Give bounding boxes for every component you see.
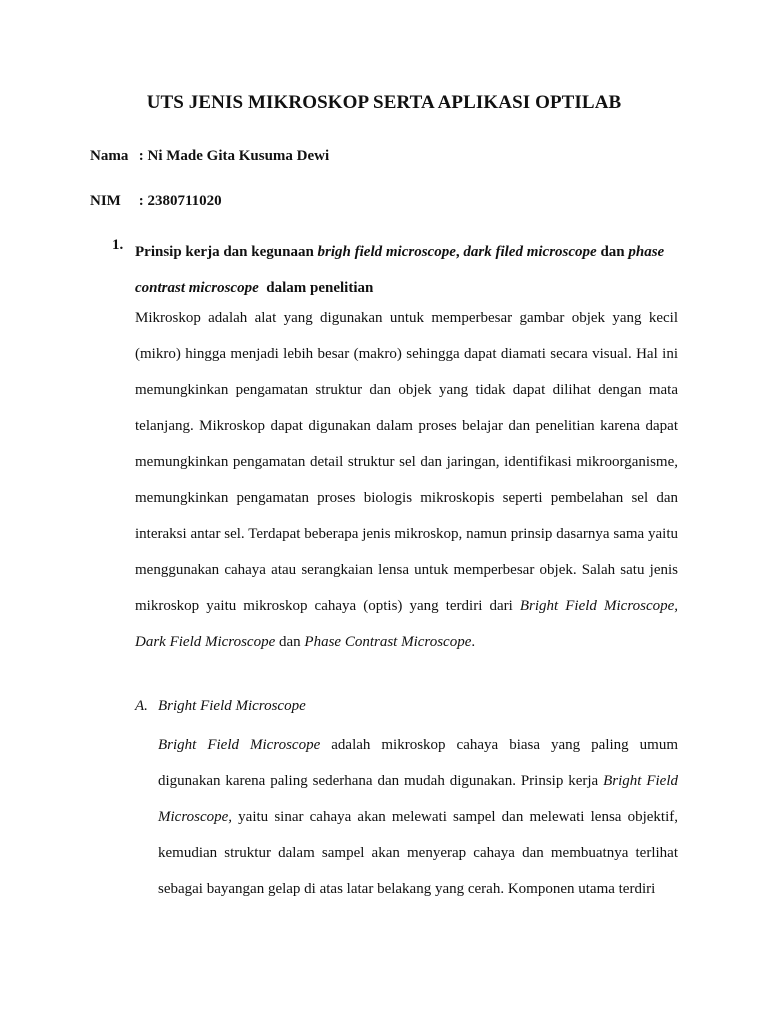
question-heading-em-2: dark filed microscope: [463, 244, 597, 260]
section-a-title: Bright Field Microscope: [158, 698, 306, 714]
name-value: : Ni Made Gita Kusuma Dewi: [138, 148, 330, 164]
question-number: 1.: [112, 237, 124, 253]
intro-paragraph-em-1: Bright Field Microscope, Dark Field Microscope: [135, 598, 679, 650]
nim-value: : 2380711020: [138, 193, 222, 209]
document-title: UTS JENIS MIKROSKOP SERTA APLIKASI OPTILAB: [146, 92, 622, 113]
nim-label: NIM: [90, 193, 121, 209]
section-a-paragraph-em-1: Bright Field Microscope: [158, 737, 321, 753]
question-heading-text-1: Prinsip kerja dan kegunaan: [135, 244, 318, 260]
intro-paragraph: [135, 300, 678, 660]
section-a-paragraph: [158, 727, 678, 907]
section-a-paragraph-text-2: yaitu sinar cahaya akan melewati sampel dan melewati lensa objektif, kemudian struktur dalam sampel akan menyerap cahaya dan membuatnya terlihat sebagai bayangan gelap di atas latar belakang yang cerah. Komponen utama terdiri: [158, 809, 678, 897]
question-heading-text-4: dalam penelitian: [258, 280, 374, 296]
student-nim-row: [90, 193, 222, 210]
question-heading-text-2: ,: [455, 244, 464, 260]
question-heading-em-3: phase contrast microscope: [135, 244, 665, 296]
intro-paragraph-end: .: [471, 634, 476, 650]
section-a-paragraph-em-2: Bright Field Microscope,: [158, 773, 678, 825]
question-heading-text-3: dan: [596, 244, 629, 260]
name-label: Nama: [90, 148, 129, 164]
intro-paragraph-mid: dan: [275, 634, 305, 650]
student-name-row: [90, 148, 329, 165]
intro-paragraph-em-2: Phase Contrast Microscope: [304, 634, 472, 650]
question-heading-em-1: brigh field microscope: [317, 244, 456, 260]
section-a-paragraph-text-1: adalah mikroskop cahaya biasa yang paling umum digunakan karena paling sederhana dan mudah digunakan. Prinsip kerja: [158, 737, 678, 789]
intro-paragraph-text: Mikroskop adalah alat yang digunakan untuk memperbesar gambar objek yang kecil (mikro) hingga menjadi lebih besar (makro) sehingga dapat diamati secara visual. Hal ini memungkinkan pengamatan struktur dan objek yang tidak dapat dilihat dengan mata telanjang. Mikroskop dapat digunakan dalam proses belajar dan penelitian karena dapat memungkinkan pengamatan detail struktur sel dan jaringan, identifikasi mikroorganisme, memungkinkan pengamatan proses biologis mikroskopis seperti pembelahan sel dan interaksi antar sel. Terdapat beberapa jenis mikroskop, namun prinsip dasarnya sama yaitu menggunakan cahaya atau serangkaian lensa untuk memperbesar objek. Salah satu jenis mikroskop yaitu mikroskop cahaya (optis) yang terdiri dari: [135, 310, 678, 614]
section-a-heading: [135, 698, 306, 715]
section-a-letter: A.: [135, 698, 148, 714]
question-heading: [135, 234, 680, 306]
